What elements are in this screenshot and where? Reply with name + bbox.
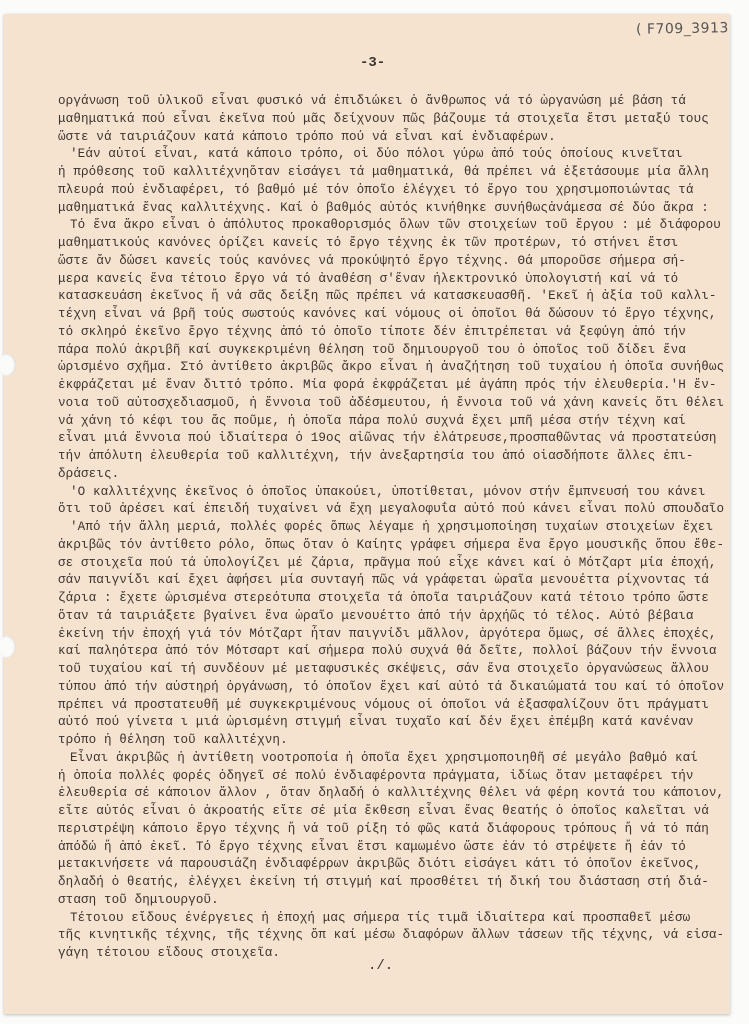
text-line: ἀπόδώ ἤ ἀπό ἐκεῖ. Τό ἔργο τέχνης εἶναι ἔτσι καμωμένο ὥστε ἐάν τό στρέψετε ἤ ἐάν τό xyxy=(58,839,686,854)
text-line: ἐκείνη τήν ἐποχή γιά τόν Μότζαρτ ἦταν παιγνίδι μᾶλλον, ἀργότερα ὅμως, σέ ἄλλες ἐποχές, xyxy=(58,626,717,641)
text-line: ὥστε νά ταιριάζουν κατά κάποιο τρόπο πού νά εἶναι καί ἐνδιαφέρων. xyxy=(58,129,556,144)
text-line: ζάρια : ἔχετε ὡρισμένα στερεότυπα στοιχεῖα τά ὁποῖα ταιριάζουν κατά τέτοιο τρόπο ὥστε xyxy=(58,591,709,605)
text-line: κατασκευάση ἐκεῖνος ἤ νά σᾶς δείξη πῶς πρέπει νά κατασκευασθῆ. 'Εκεῖ ἡ ἀξία τοῦ καλλι- xyxy=(58,289,717,304)
document-body xyxy=(58,93,730,963)
text-line: περιστρέψη κάποιο ἔργο τέχνης ἤ νά τοῦ ρίξη τό φῶς κατά διάφορους τρόπους ἤ νά τό πάη xyxy=(58,821,709,836)
text-line: 'Εάν αὐτοί εἶναι, κατά κάποιο τρόπο, οἱ δύο πόλοι γύρω ἀπό τούς ὁποίους κινεῖται xyxy=(70,147,683,162)
text-line: 'Από τήν ἄλλη μεριά, πολλές φορές ὅπως λέγαμε ἡ χρησιμοποίηση τυχαίων στοιχείων ἔχει xyxy=(70,520,714,534)
text-line: γάγη τέτοιου εἴδους στοιχεῖα. xyxy=(58,946,281,960)
text-line: τέχνη εἶναι νά βρῆ τούς σωστούς κανόνες καί νόμους οἱ ὁποῖοι θά δώσουν τό ἔργο τέχνης, xyxy=(58,307,717,321)
text-line: Εἶναι ἀκριβῶς ἡ ἀντίθετη νοοτροποία ἡ ὁποῖα ἔχει χρησιμοποιηθῆ σέ μεγάλο βαθμό καί xyxy=(70,750,698,765)
text-line: πλευρά πού ἐνδιαφέρει, τό βαθμό μέ τόν ὁποῖο ἐλέγχει τό ἔργο του χρησιμοποιώντας τά xyxy=(58,182,694,197)
text-line: ὅτι τοῦ ἀρέσει καί ἐπειδή τυχαίνει νά ἔχη μεγαλοφυΐα αὐτό πού κάνει εἶναι πολύ σπουδαῖο xyxy=(58,502,725,517)
text-line: ὥστε ἄν δώσει κανείς τούς κανόνες νά προκύψητό ἔργο τέχνης. Θά μποροῦσε σήμερα σή- xyxy=(58,253,686,268)
text-line: μερα κανείς ἕνα τέτοιο ἔργο νά τό ἀναθέση σ'ἕναν ἠλεκτρονικό ὑπολογιστή καί νά τό xyxy=(58,271,679,286)
text-line: εἴτε αὐτός εἶναι ὁ ἀκροατής εἴτε σέ μία ἔκθεση εἶναι ἕνας θεατής ὁ ὁποῖος καλεῖται νά xyxy=(58,804,709,818)
punch-hole xyxy=(0,354,16,376)
text-line: καί παληότερα ἀπό τόν Μότσαρτ καί σήμερα πολύ συχνά θά δεῖτε, πολλοί βάζουν τήν ἔννοια xyxy=(58,644,717,659)
text-line: ἡ ὁποία πολλές φορές ὁδηγεῖ σέ πολύ ἐνδιαφέροντα πράγματα, ἰδίως ὅταν μεταφέρει τήν xyxy=(58,768,694,783)
punch-hole xyxy=(0,636,16,658)
text-line: σε στοιχεῖα πού τά ὑπολογίζει μέ ζάρια, πρᾶγμα πού εἶχε κάνει καί ὁ Μότζαρτ μία ἐποχή, xyxy=(58,555,717,570)
text-line: τήν ἀπόλυτη ἐλευθερία τοῦ καλλιτέχνη, τήν ἀνεξαρτησία του ἀπό οἱασδήποτε ἄλλες ἐπι- xyxy=(58,449,694,463)
text-line: πρέπει νά προστατευθῆ μέ συγκεκριμένους νόμους οἱ ὁποῖοι νά ἐξασφαλίζουν ὅτι πράγματι xyxy=(58,697,709,712)
text-line: εἶναι μιά ἔννοια πού ἰδιαίτερα ὁ 19ος αἰῶνας τήν ἐλάτρευσε,προσπαθῶντας νά προστατεύση xyxy=(58,431,717,446)
text-line: μαθηματικά πού εἶναι ἐκεῖνα πού μᾶς δείχνουν πῶς βάζουμε τά στοιχεῖα ἔτσι μεταξύ τους xyxy=(58,111,709,126)
text-line: ἐκφράζεται μέ ἕναν διττό τρόπο. Μία φορά ἐκφράζεται μέ ἀγάπη πρός τήν ἐλευθερία.'Η ἔν- xyxy=(58,378,717,392)
text-line: ἀκριβῶς τόν ἀντίθετο ρόλο, ὅπως ὅταν ὁ Καίητς γράφει σήμερα ἕνα ἔργο μουσικῆς ὅπου ἔθε- xyxy=(58,537,725,552)
archive-reference: ( F709_3913 xyxy=(635,20,729,38)
text-line: πάρα πολύ ἀκριβῆ καί συγκεκριμένη θέληση τοῦ δημιουργοῦ του ὁ ὁποῖος τοῦ δίδει ἕνα xyxy=(58,342,686,357)
text-line: σάν παιγνίδι καί ἔχει ἀφήσει μία συνταγή πῶς νά γράφεται ὡραῖα μενουέττα ρίχνοντας τά xyxy=(58,573,709,588)
text-line: 'Ο καλλιτέχνης ἐκεῖνος ὁ ὁποῖος ὑπακούει, ὑποτίθεται, μόνον στήν ἔμπνευσή του κάνει xyxy=(70,484,706,499)
text-line: ὅταν τά ταιριάξετε βγαίνει ἕνα ὡραῖο μενουέττο ἀπό τήν ἀρχήῶς τό τέλος. Αὐτό βέβαια xyxy=(58,608,694,623)
text-line: δράσεις. xyxy=(58,466,120,481)
page-number: -3- xyxy=(360,55,386,71)
text-line: ἐλευθερία σέ κάποιον ἄλλον , ὅταν δηλαδή ὁ καλλιτέχνης θέλει νά φέρη κοντά του κάποιον, xyxy=(58,786,725,801)
text-line: νά χάνη τό κέφι του ἄς ποῦμε, ἡ ὁποῖα πάρα πολύ συχνά ἔχει μπῆ μέσα στήν τέχνη καί xyxy=(58,413,686,428)
text-line: μετακινήσετε νά παρουσιάζη ἐνδιαφέρρων ἀκριβῶς διότι εἰσάγει κάτι τό ὁποῖον ἐκεῖνος, xyxy=(58,857,702,872)
text-line: αὐτό πού γίνετα ι μιά ὡρισμένη στιγμή εἶναι τυχαῖο καί δέν ἔχει ἐπέμβη κατά κανέναν xyxy=(58,715,694,730)
text-line: σταση τοῦ δημιουργοῦ. xyxy=(58,892,219,907)
text-line: μαθηματικούς κανόνες ὁρίζει κανείς τό ἔργο τέχνης ἐκ τῶν προτέρων, τό στήνει ἔτσι xyxy=(58,236,679,250)
text-line: τό σκληρό ἐκεῖνο ἔργο τέχνης ἀπό τό ὁποῖο τίποτε δέν ἐπιτρέπεται νά ξεφύγη ἀπό τήν xyxy=(58,324,686,339)
text-line: νοια τοῦ αὐτοσχεδιασμοῦ, ἡ ἔννοια τοῦ ἀδέσμευτου, ἡ ἔννοια τοῦ νά χάνη κανείς ὅτι θέλει xyxy=(58,395,725,410)
text-line: ἡ πρόθεσης τοῦ καλλιτέχνηὅταν εἰσάγει τά μαθηματικά, θά πρέπει νά ἐξετάσουμε μία ἄλλη xyxy=(58,165,709,179)
text-line: Τό ἕνα ἄκρο εἶναι ὁ ἀπόλυτος προκαθορισμός ὅλων τῶν στοιχείων τοῦ ἔργου : μέ διάφορου xyxy=(70,218,721,233)
text-line: δηλαδή ὁ θεατής, ἐλέγχει ἐκείνη τή στιγμή καί προσθέτει τή δική του διάσταση στή διά- xyxy=(58,875,709,889)
text-line: ὡρισμένο σχῆμα. Στό ἀντίθετο ἀκριβῶς ἄκρο εἶναι ἡ ἀναζήτηση τοῦ τυχαίου ἡ ὁποῖα συνήθως xyxy=(58,360,725,375)
text-line: τύπου ἀπό τήν αὐστηρή ὀργάνωση, τό ὁποῖον ἔχει καί αὐτό τά δικαιώματά του καί τό ὁποῖον xyxy=(58,679,725,694)
text-line: οργάνωση τοῦ ὑλικοῦ εἶναι φυσικό νά ἐπιδιώκει ὁ ἄνθρωπος νά τό ὠργανώση μέ βάση τά xyxy=(58,94,686,108)
text-line: τρόπο ἡ θέληση τοῦ καλλιτέχνη. xyxy=(58,733,288,747)
text-line: τοῦ τυχαίου καί τή συνδέουν μέ μεταφυσικές σκέψεις, σάν ἕνα στοιχεῖο ὀργανώσεως ἄλλου xyxy=(58,662,709,676)
text-line: τῆς κινητικῆς τέχνης, τῆς τέχνης ὄπ καί μέσω διαφόρων ἄλλων τάσεων τῆς τέχνης, νά εἰσα- xyxy=(58,928,725,943)
text-line: Τέτοιου εἴδους ἐνέργειες ἡ ἐποχή μας σήμερα τίς τιμᾶ ἰδιαίτερα καί προσπαθεῖ μέσω xyxy=(70,910,691,925)
text-line: μαθηματικά ἕνας καλλιτέχνης. Καί ὁ βαθμός αὐτός κινήθηκε συνήθωςἀνάμεσα σέ δύο ἄκρα : xyxy=(58,200,709,215)
end-mark: ./. xyxy=(368,958,394,974)
